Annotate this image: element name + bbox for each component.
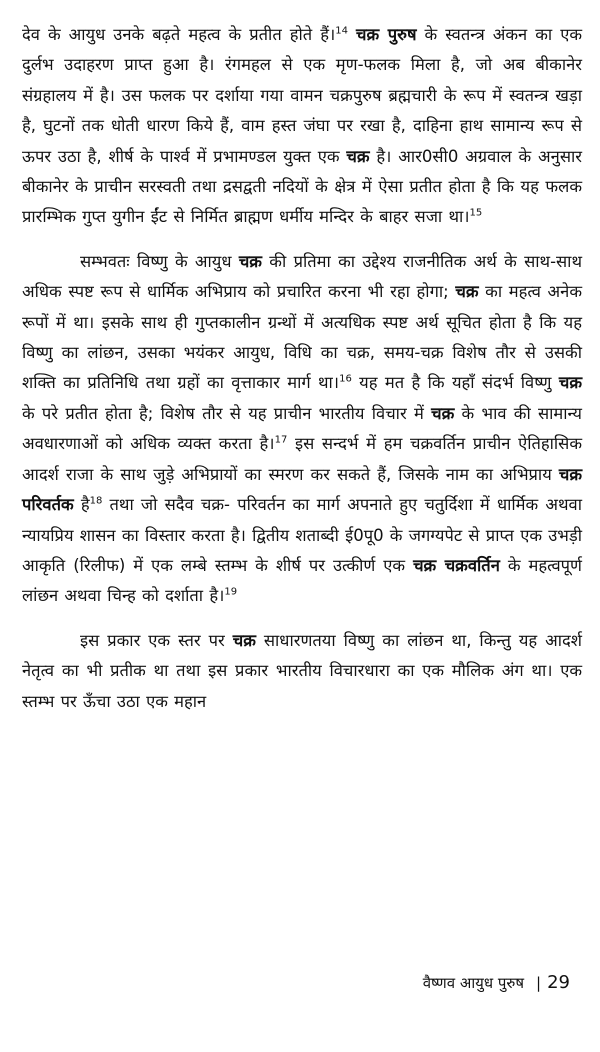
emphasized-term: चक्र परिवर्तक: [22, 464, 582, 515]
text-run: के परे प्रतीत होता है; विशेष तौर से यह प्राचीन भारतीय विचार में: [22, 403, 432, 423]
text-run: साधारणतया विष्णु का लांछन था, किन्तु यह आदर्श नेतृत्व का भी प्रतीक था तथा इस प्रकार भारतीय विचारधारा का एक मौलिक अंग था। एक स्तम्भ पर ऊँचा उठा एक महान: [22, 630, 582, 711]
footnote-ref: 15: [469, 207, 483, 219]
emphasized-term: चक्र: [346, 146, 370, 166]
footnote-ref: 17: [274, 434, 288, 446]
text-run: यह मत है कि यहाँ संदर्भ विष्णु: [351, 373, 559, 393]
text-run: देव के आयुध उनके बढ़ते महत्व के प्रतीत होते हैं।: [22, 25, 336, 44]
paragraph: [22, 20, 582, 233]
text-run: सम्भवतः विष्णु के आयुध: [80, 251, 239, 271]
emphasized-term: चक्र: [232, 630, 256, 650]
text-run: तथा जो सदैव चक्र- परिवर्तन का मार्ग अपनाते हुए चतुर्दिशा में धार्मिक अथवा न्यायप्रिय शासन का विस्तार करता है। द्वितीय शताब्दी ई0पू0 के जगग्यपेट से प्राप्त एक उभड़ी आकृति (रिलीफ) में एक लम्बे स्तम्भ के शीर्ष पर उत्कीर्ण एक: [22, 495, 582, 575]
text-run: का महत्व अनेक रूपों में था। इसके साथ ही गुप्तकालीन ग्रन्थों में अत्यधिक स्पष्ट अर्थ सूचित होता है कि यह विष्णु का लांछन, उसका भयंकर आयुध, विधि का चक्र, समय-चक्र विशेष तौर से उसकी शक्ति का प्रतिनिधि तथा ग्रहों का वृत्ताकार मार्ग था।: [22, 282, 582, 393]
running-title: वैष्णव आयुध पुरुष: [422, 974, 525, 992]
footnote-ref: 18: [89, 495, 103, 507]
emphasized-term: चक्र: [238, 251, 262, 271]
text-run: इस सन्दर्भ में हम चक्रवर्तिन प्राचीन ऐतिहासिक आदर्श राजा के साथ जुड़े अभिप्रायों का स्मरण कर सकते हैं, जिसके नाम का अभिप्राय: [22, 434, 583, 484]
page-number: 29: [547, 972, 570, 993]
footnote-ref: 16: [339, 373, 352, 385]
text-run: की प्रतिमा का उद्देश्य राजनीतिक अर्थ के साथ-साथ अधिक स्पष्ट रूप से धार्मिक अभिप्राय को प्रचारित करना भी रहा होगा;: [22, 251, 582, 302]
text-run: इस प्रकार एक स्तर पर: [80, 630, 233, 650]
emphasized-term: चक्र: [455, 282, 479, 302]
emphasized-term: चक्र: [431, 403, 455, 423]
emphasized-term: चक्र पुरुष: [356, 25, 417, 44]
paragraph: [22, 247, 582, 612]
text-run: है। आर0सी0 अग्रवाल के अनुसार बीकानेर के प्राचीन सरस्वती तथा द्रसद्वती नदियों के क्षेत्र में ऐसा प्रतीत होता है कि यह फलक प्रारम्भिक गुप्त युगीन ईंट से निर्मित ब्राह्मण धर्मीय मन्दिर के बाहर सजा था।: [22, 146, 582, 227]
text-run: [348, 25, 356, 44]
text-run: के स्वतन्त्र अंकन का एक दुर्लभ उदाहरण प्राप्त हुआ है। रंगमहल से एक मृण-फलक मिला है, जो अब बीकानेर संग्रहालय में है। उस फलक पर दर्शाया गया वामन चक्रपुरुष ब्रह्मचारी के रूप में स्वतन्त्र खड़ा है, घुटनों तक धोती धारण किये हैं, वाम हस्त जंघा पर रखा है, दाहिना हाथ सामान्य रूप से ऊपर उठा है, शीर्ष के पार्श्व में प्रभामण्डल युक्त एक: [22, 25, 583, 166]
text-run: है: [73, 495, 90, 515]
footnote-ref: 14: [335, 25, 348, 37]
paragraph: [22, 626, 582, 717]
page-footer: [423, 972, 570, 993]
text-run: के महत्वपूर्ण लांछन अथवा चिन्ह को दर्शाता है।: [22, 555, 582, 606]
footnote-ref: 19: [224, 586, 238, 598]
page-body: [22, 20, 582, 717]
text-run: के भाव की सामान्य अवधारणाओं को अधिक व्यक्त करता है।: [22, 403, 582, 454]
emphasized-term: चक्र चक्रवर्तिन: [413, 555, 500, 575]
emphasized-term: चक्र: [558, 373, 582, 393]
footer-separator: |: [536, 974, 542, 992]
